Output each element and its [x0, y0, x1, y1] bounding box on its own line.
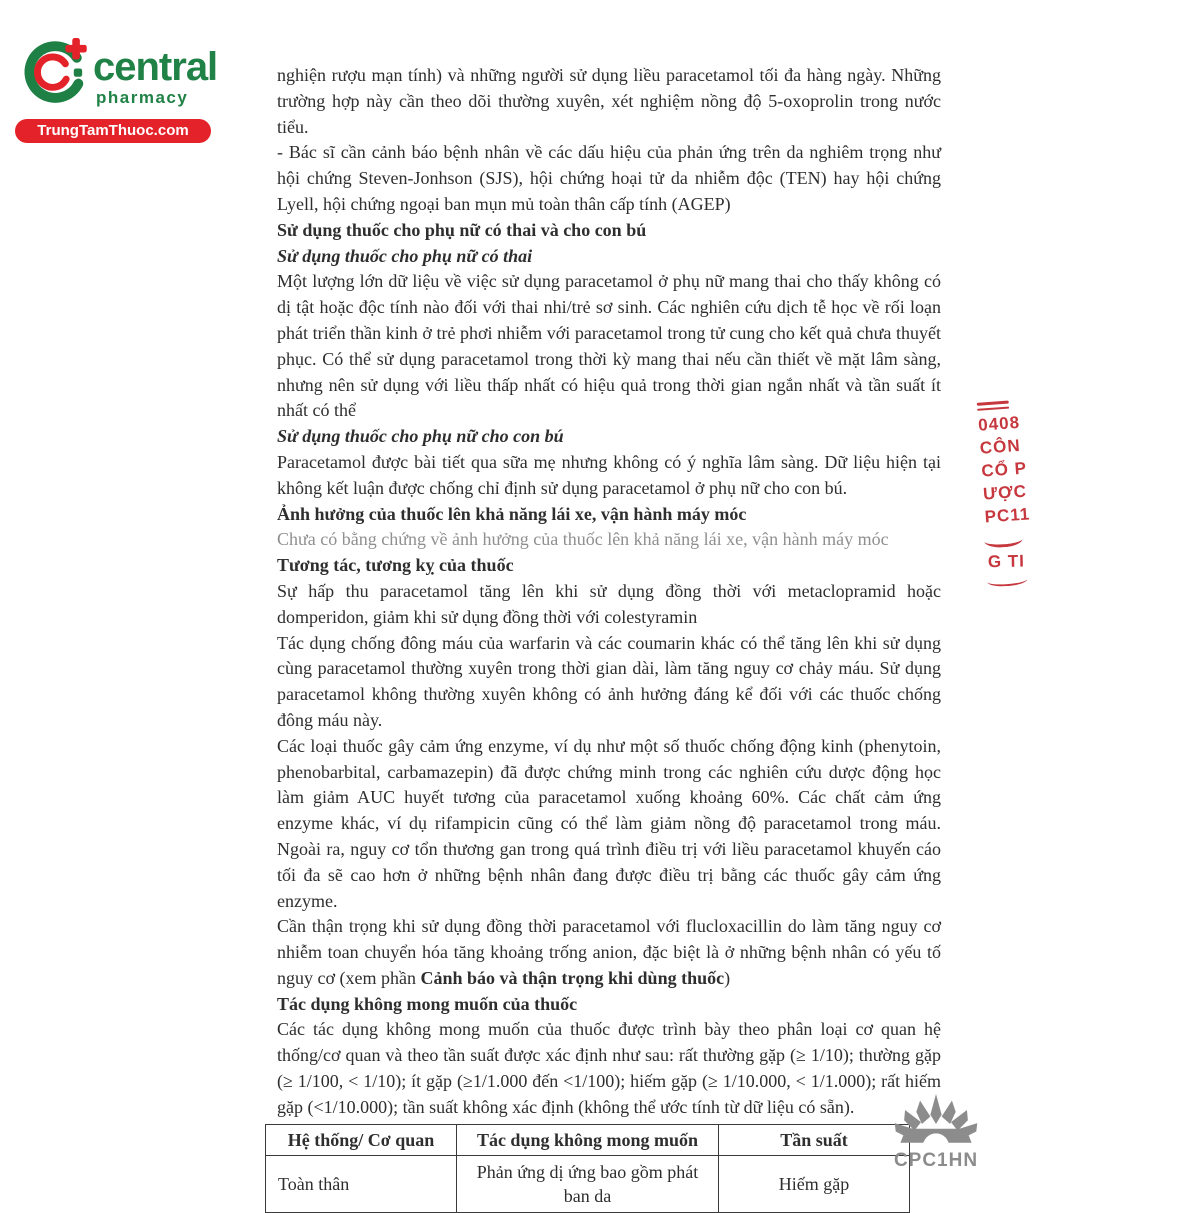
section-heading	[277, 992, 941, 1018]
seal-text-fragment: ƯỢC	[982, 481, 1028, 504]
leaflet-text-column	[277, 63, 941, 1213]
paragraph	[277, 63, 941, 140]
logo-brand-text: central	[93, 45, 218, 89]
paragraph	[277, 579, 941, 631]
paragraph	[277, 450, 941, 502]
text-segment: Ảnh hưởng của thuốc lên khả năng lái xe, vận hành máy móc	[277, 503, 747, 524]
table-cell: Hiếm gặp	[719, 1155, 910, 1212]
text-segment: Một lượng lớn dữ liệu về việc sử dụng paracetamol ở phụ nữ mang thai cho thấy không có dị tật hoặc độc tính nào đối với thai nhi/trẻ sơ sinh. Các nghiên cứu dịch tễ học về rối loạn phát triển thần kinh ở trẻ phơi nhiễm với paracetamol trong tử cung cho kết quả chưa thuyết phục. Có thể sử dụng paracetamol trong thời kỳ mang thai nếu cần thiết về mặt lâm sàng, nhưng nên sử dụng với liều thấp nhất có hiệu quả trong thời gian ngắn nhất và tần suất ít nhất có thể	[277, 271, 941, 421]
paragraph	[277, 734, 941, 915]
leaflet-paragraphs	[277, 63, 941, 1121]
text-segment: - Bác sĩ cần cảnh báo bệnh nhân về các dấu hiệu của phản ứng trên da nghiêm trọng như hội chứng Steven-Jonhson (SJS), hội chứng hoại tử da nhiễm độc (TEN) hay hội chứng Lyell, hội chứng ngoại ban mụn mủ toàn thân cấp tính (AGEP)	[277, 142, 941, 214]
text-segment: Sử dụng thuốc cho phụ nữ có thai	[277, 245, 533, 266]
seal-border-line	[977, 406, 1009, 411]
seal-text-fragment: CỔ P	[980, 458, 1028, 481]
subsection-heading	[277, 244, 941, 270]
paragraph	[277, 140, 941, 217]
table-header-cell: Hệ thống/ Cơ quan	[266, 1124, 457, 1155]
cpc1hn-logo	[870, 1094, 1002, 1172]
seal-text-fragment: CÔN	[979, 435, 1022, 458]
section-heading	[277, 553, 941, 579]
table-header-row	[266, 1124, 910, 1155]
table-header-cell: Tác dụng không mong muốn	[456, 1124, 718, 1155]
text-segment: nghiện rượu mạn tính) và những người sử dụng liều paracetamol tối đa hàng ngày. Những trường hợp này cần theo dõi thường xuyên, xét nghiệm nồng độ 5-oxoprolin trong nước tiểu.	[277, 65, 941, 137]
table-cell: Phản ứng dị ứng bao gồm phát ban da	[456, 1155, 718, 1212]
seal-border-curve	[984, 532, 1023, 549]
table-header-cell: Tần suất	[719, 1124, 910, 1155]
seal-border-line	[977, 401, 1009, 406]
text-segment: )	[724, 967, 731, 988]
text-segment: Tác dụng không mong muốn của thuốc	[277, 993, 578, 1014]
text-segment: Cần thận trọng khi sử dụng đồng thời paracetamol với flucloxacillin do làm tăng nguy cơ nhiễm toan chuyển hóa tăng khoảng trống anion, đặc biệt là ở những bệnh nhân có yếu tố nguy cơ (xem phần	[277, 916, 941, 988]
text-segment: Sử dụng thuốc cho phụ nữ cho con bú	[277, 426, 564, 447]
text-segment: Chưa có bằng chứng về ảnh hưởng của thuốc lên khả năng lái xe, vận hành máy móc	[277, 529, 889, 550]
table-cell: Toàn thân	[266, 1155, 457, 1212]
central-pharmacy-logo	[13, 36, 233, 143]
paragraph	[277, 269, 941, 424]
seal-border-curve	[987, 574, 1028, 588]
central-pharmacy-c-icon	[13, 36, 89, 110]
text-segment: Sử dụng thuốc cho phụ nữ có thai và cho con bú	[277, 219, 647, 240]
paragraph	[277, 631, 941, 734]
section-heading	[277, 502, 941, 528]
logo-site-badge: TrungTamThuoc.com	[15, 119, 211, 143]
text-segment: Tương tác, tương kỵ của thuốc	[277, 555, 514, 576]
text-segment: Các loại thuốc gây cảm ứng enzyme, ví dụ như một số thuốc chống động kinh (phenytoin, phenobarbital, carbamazepin) đã được chứng minh trong các nghiên cứu dược động học làm giảm AUC huyết tương của paracetamol xuống khoảng 60%. Các chất cảm ứng enzyme khác, ví dụ rifampicin cũng có thể làm giảm nồng độ paracetamol trong máu. Ngoài ra, nguy cơ tổn thương gan trong quá trình điều trị với liều paracetamol khuyến cáo tối đa sẽ cao hơn ở những bệnh nhân đang được điều trị bằng các thuốc gây cảm ứng enzyme.	[277, 735, 941, 911]
seal-text-fragment: PC11	[984, 504, 1031, 527]
seal-text-fragment: G TI	[987, 551, 1026, 572]
text-segment: Cảnh báo và thận trọng khi dùng thuốc	[420, 967, 725, 988]
text-segment: Các tác dụng không mong muốn của thuốc được trình bày theo phân loại cơ quan hệ thống/cơ quan và theo tần suất được xác định như sau: rất thường gặp (≥ 1/10); thường gặp (≥ 1/100, < 1/10); ít gặp (≥1/1.000 đến <1/100); hiếm gặp (≥ 1/10.000, < 1/1.000); rất hiếm gặp (<1/10.000); tần suất không xác định (không thể ước tính từ dữ liệu có sẵn).	[277, 1019, 941, 1117]
subsection-heading	[277, 424, 941, 450]
adverse-effects-table	[265, 1124, 910, 1213]
text-segment: Sự hấp thu paracetamol tăng lên khi sử dụng đồng thời với metaclopramid hoặc domperidon, giảm khi sử dụng đồng thời với colestyramin	[277, 580, 941, 627]
table-row	[266, 1155, 910, 1212]
note-line	[277, 527, 941, 553]
company-seal-fragment	[976, 397, 1035, 588]
section-heading	[277, 218, 941, 244]
text-segment: Tác dụng chống đông máu của warfarin và các coumarin khác có thể tăng lên khi sử dụng cùng paracetamol thường xuyên trong thời gian dài, làm tăng nguy cơ chảy máu. Sử dụng paracetamol không thường xuyên không có ảnh hưởng đáng kể đối với các thuốc chống đông máu này.	[277, 632, 941, 730]
cpc1hn-lotus-icon	[890, 1094, 982, 1154]
text-segment: Paracetamol được bài tiết qua sữa mẹ nhưng không có ý nghĩa lâm sàng. Dữ liệu hiện tại không kết luận được chống chỉ định sử dụng paracetamol ở phụ nữ cho con bú.	[277, 451, 941, 498]
seal-text-fragment: 0408	[977, 412, 1021, 435]
paragraph	[277, 914, 941, 991]
logo-tagline-text: pharmacy	[96, 88, 189, 107]
cpc1hn-logo-text: CPC1HN	[893, 1150, 979, 1171]
paragraph	[277, 1017, 941, 1120]
